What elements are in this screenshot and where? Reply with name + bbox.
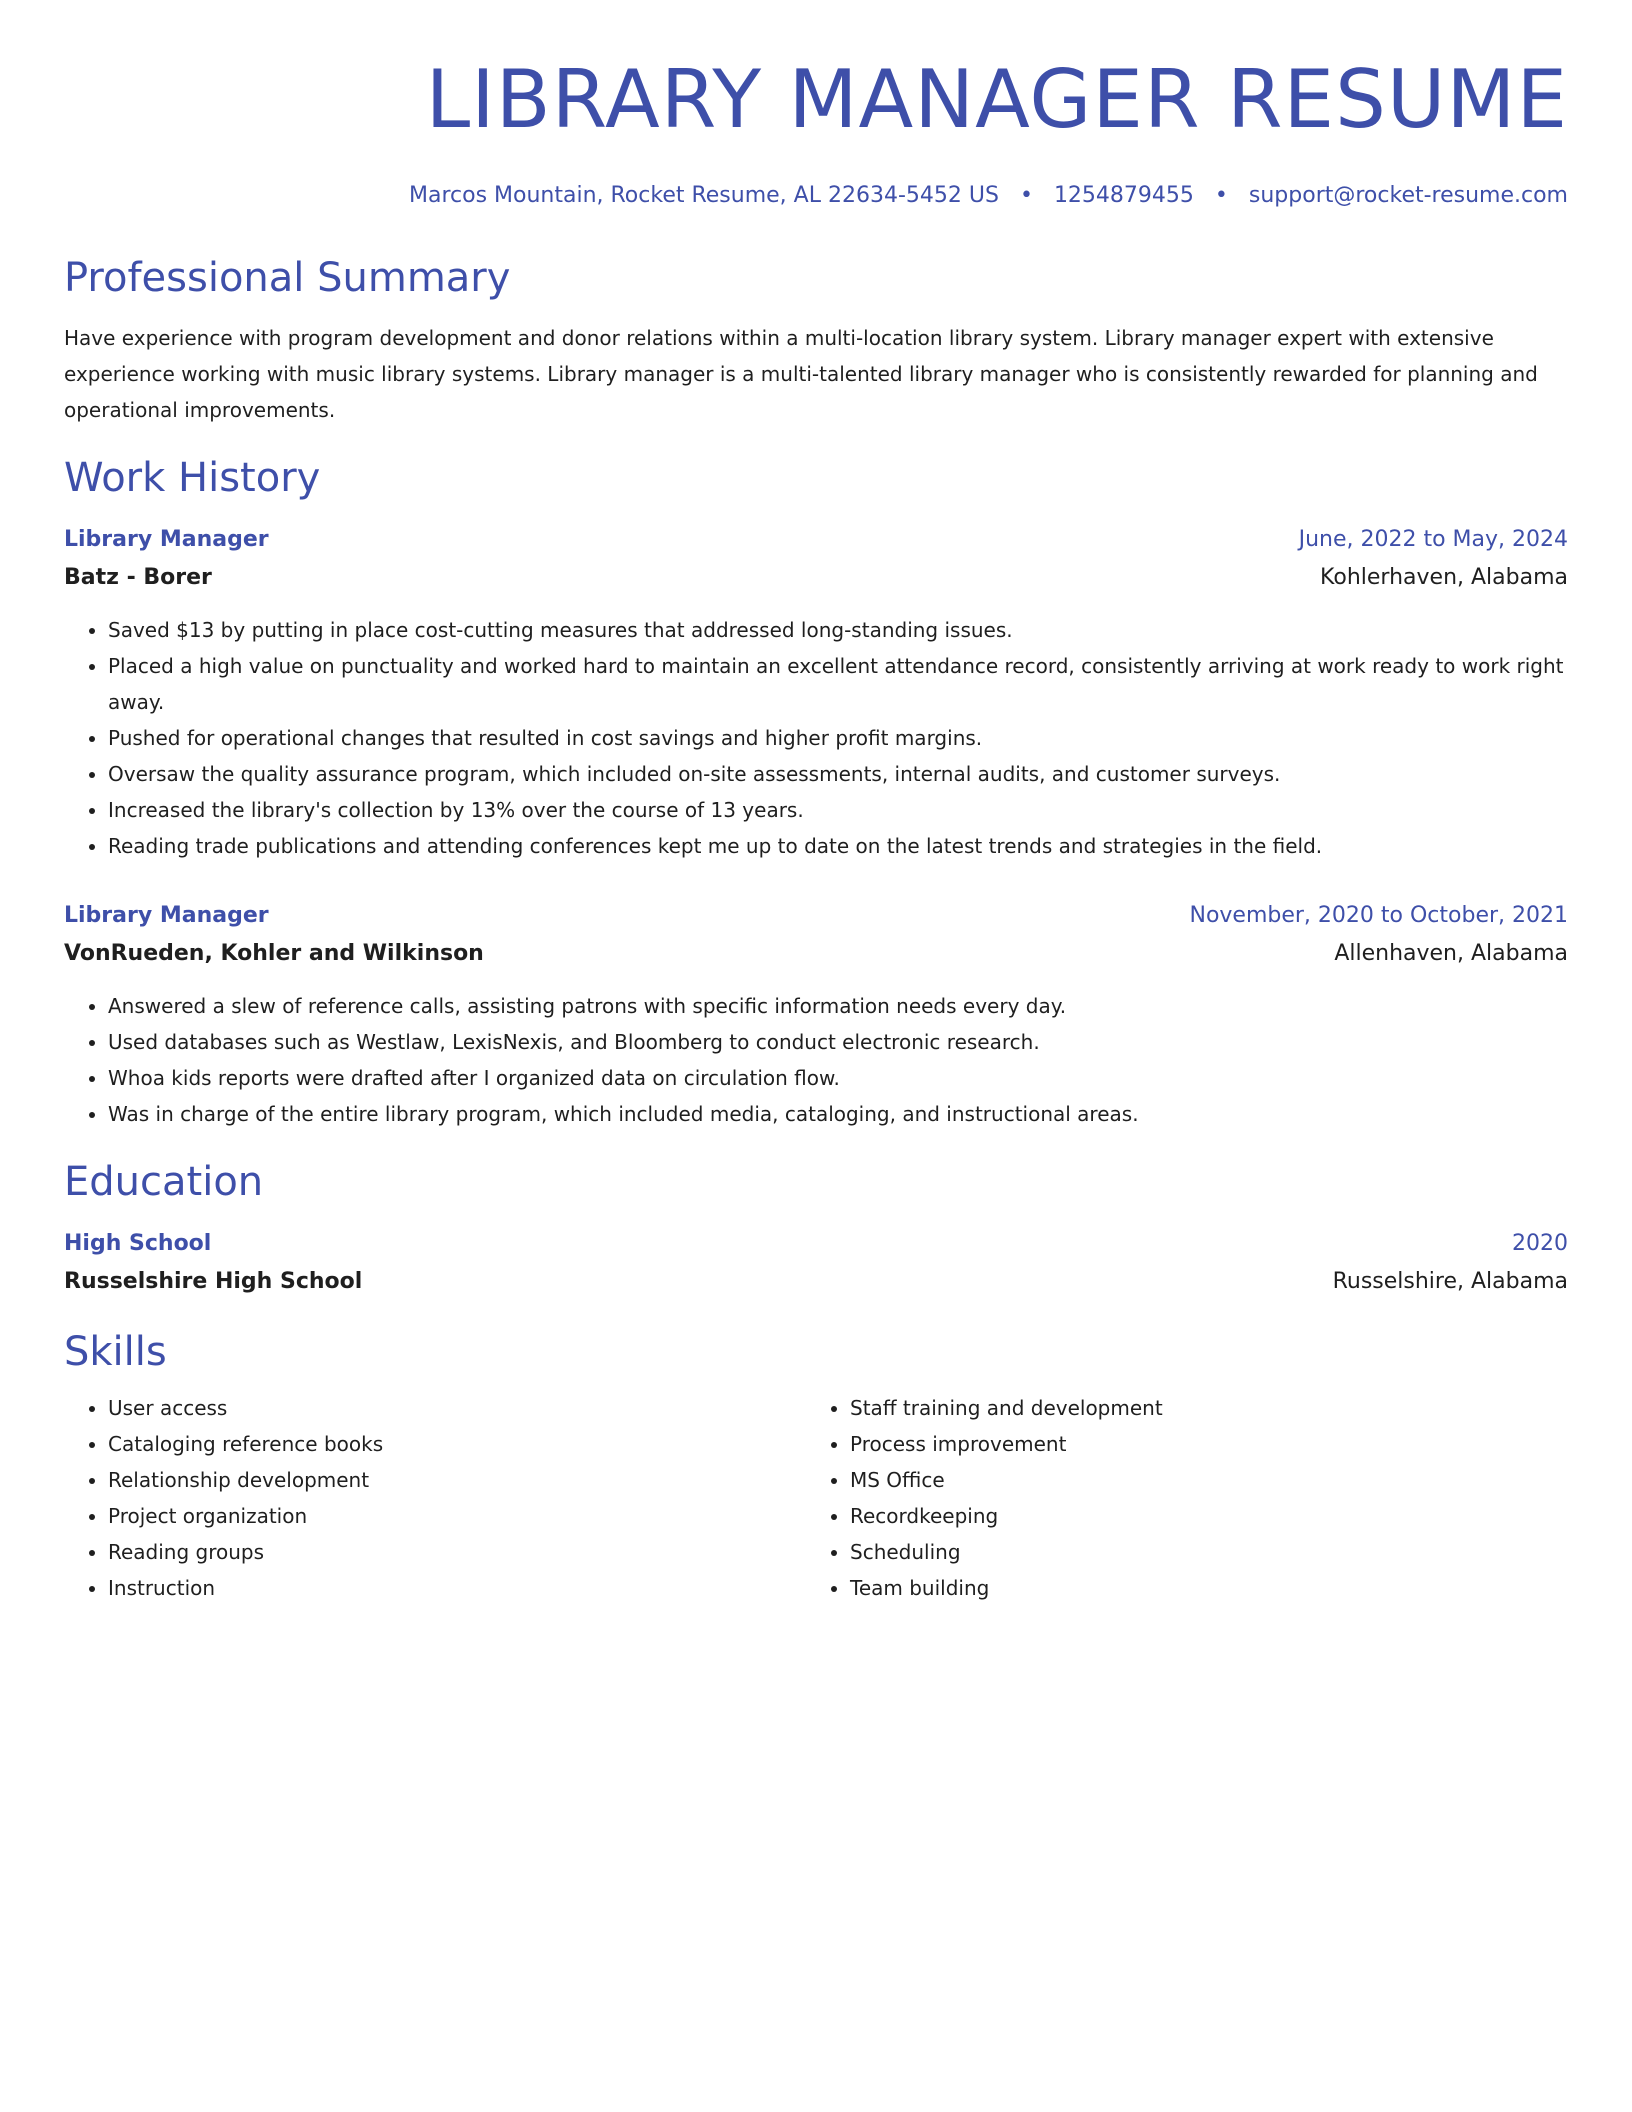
resume-title: LIBRARY MANAGER RESUME [425, 53, 1568, 146]
job-bullet: • Used databases such as Westlaw, LexisNexis, and Bloomberg to conduct electronic research. [108, 1024, 1568, 1060]
contact-email: support@rocket-resume.com [1248, 183, 1568, 208]
education-heading: Education [64, 1159, 264, 1205]
job-dates: November, 2020 to October, 2021 [1189, 903, 1568, 928]
skills-column-right [806, 1390, 1548, 1606]
skills-column-left [64, 1390, 806, 1606]
job-employer: VonRueden, Kohler and Wilkinson [64, 941, 484, 966]
skills-list [64, 1390, 806, 1606]
job-bullet: • Answered a slew of reference calls, assisting patrons with specific information needs every day. [108, 988, 1568, 1024]
education-year: 2020 [1512, 1231, 1568, 1256]
job-employer: Batz - Borer [64, 565, 212, 590]
education-school: Russelshire High School [64, 1269, 363, 1294]
summary-text: Have experience with program development and donor relations within a multi-location library system. Library manager expert with extensive experience working with music library systems. Library manager is a multi-talented library manager who is consistently rewarded for planning and operational improvements. [64, 326, 1538, 422]
job-bullets [64, 988, 1568, 1132]
skill-item: • Scheduling [850, 1534, 1548, 1570]
job-title: Library Manager [64, 527, 269, 552]
job-dates: June, 2022 to May, 2024 [1298, 527, 1568, 552]
job-bullet: • Placed a high value on punctuality and worked hard to maintain an excellent attendance record, consistently arriving at work ready to work right away. [108, 648, 1568, 720]
education-degree-row [64, 1226, 1568, 1262]
job-bullet: • Pushed for operational changes that resulted in cost savings and higher profit margins. [108, 720, 1568, 756]
job-bullet: • Whoa kids reports were drafted after I organized data on circulation flow. [108, 1060, 1568, 1096]
contact-phone: 1254879455 [1053, 183, 1194, 208]
education-section [64, 1158, 1568, 1302]
skill-item: • Relationship development [108, 1462, 806, 1498]
summary-heading: Professional Summary [64, 255, 511, 301]
skill-item: • Staff training and development [850, 1390, 1548, 1426]
education-degree: High School [64, 1231, 212, 1256]
job-entry [64, 522, 1568, 864]
job-title: Library Manager [64, 903, 269, 928]
work-history-section [64, 454, 1568, 1132]
skill-item: • Reading groups [108, 1534, 806, 1570]
contact-separator: • [1214, 183, 1228, 208]
resume-header [64, 0, 1568, 210]
job-title-row [64, 522, 1568, 558]
skills-grid [64, 1390, 1568, 1606]
contact-line [64, 182, 1568, 210]
skills-list [806, 1390, 1548, 1606]
contact-address: Marcos Mountain, Rocket Resume, AL 22634-5452 US [409, 183, 999, 208]
job-employer-row [64, 934, 1568, 974]
job-bullet: • Increased the library's collection by 13% over the course of 13 years. [108, 792, 1568, 828]
education-school-row [64, 1262, 1568, 1302]
skill-item: • MS Office [850, 1462, 1548, 1498]
skill-item: • Project organization [108, 1498, 806, 1534]
skill-item: • Recordkeeping [850, 1498, 1548, 1534]
skill-item: • User access [108, 1390, 806, 1426]
skill-item: • Team building [850, 1570, 1548, 1606]
job-bullet: • Oversaw the quality assurance program, which included on-site assessments, internal audits, and customer surveys. [108, 756, 1568, 792]
skills-heading: Skills [64, 1329, 167, 1375]
skill-item: • Instruction [108, 1570, 806, 1606]
job-employer-row [64, 558, 1568, 598]
job-location: Kohlerhaven, Alabama [1320, 565, 1568, 590]
education-location: Russelshire, Alabama [1332, 1269, 1568, 1294]
job-entry [64, 898, 1568, 1132]
skill-item: • Cataloging reference books [108, 1426, 806, 1462]
contact-separator: • [1019, 183, 1033, 208]
job-location: Allenhaven, Alabama [1334, 941, 1568, 966]
summary-section [64, 254, 1568, 428]
job-bullet: • Saved $13 by putting in place cost-cutting measures that addressed long-standing issues. [108, 612, 1568, 648]
skills-section [64, 1328, 1568, 1606]
work-history-heading: Work History [64, 455, 321, 501]
education-entry [64, 1226, 1568, 1302]
job-bullet: • Reading trade publications and attending conferences kept me up to date on the latest trends and strategies in the field. [108, 828, 1568, 864]
skill-item: • Process improvement [850, 1426, 1548, 1462]
job-bullets [64, 612, 1568, 864]
job-bullet: • Was in charge of the entire library program, which included media, cataloging, and instructional areas. [108, 1096, 1568, 1132]
job-title-row [64, 898, 1568, 934]
